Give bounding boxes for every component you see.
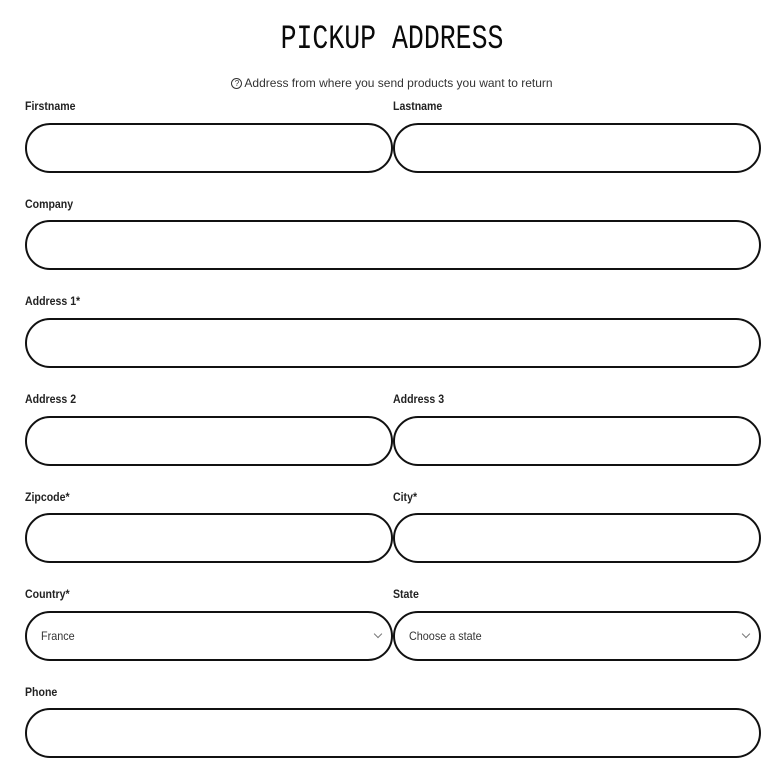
state-select[interactable] [393, 611, 761, 661]
city-label: City* [393, 490, 418, 504]
info-icon: ? [231, 78, 242, 89]
zipcode-field-wrapper [25, 513, 393, 563]
firstname-field-wrapper [25, 123, 393, 173]
country-select[interactable] [25, 611, 393, 661]
firstname-label: Firstname [25, 99, 76, 113]
state-label: State [393, 587, 419, 601]
company-label: Company [25, 197, 74, 211]
address1-label: Address 1* [25, 294, 81, 308]
address2-label: Address 2 [25, 392, 77, 406]
firstname-input[interactable] [27, 125, 391, 171]
phone-field-wrapper [25, 708, 761, 758]
chevron-down-icon [374, 630, 382, 638]
address2-input[interactable] [27, 418, 391, 464]
address1-input[interactable] [27, 320, 759, 366]
city-field-wrapper [393, 513, 761, 563]
address1-field-wrapper [25, 318, 761, 368]
country-selected-value: France [41, 629, 75, 643]
lastname-input[interactable] [395, 125, 759, 171]
lastname-field-wrapper [393, 123, 761, 173]
subtitle-text: Address from where you send products you want to return [244, 76, 553, 90]
zipcode-input[interactable] [27, 515, 391, 561]
phone-input[interactable] [27, 710, 759, 756]
lastname-label: Lastname [393, 99, 443, 113]
country-label: Country* [25, 587, 70, 601]
address3-label: Address 3 [393, 392, 445, 406]
phone-label: Phone [25, 685, 58, 699]
chevron-down-icon [742, 630, 750, 638]
company-input[interactable] [27, 222, 759, 268]
page-title: PICKUP ADDRESS [280, 21, 504, 59]
city-input[interactable] [395, 515, 759, 561]
address3-field-wrapper [393, 416, 761, 466]
address2-field-wrapper [25, 416, 393, 466]
state-selected-value: Choose a state [409, 629, 482, 643]
page-subtitle [0, 75, 784, 91]
company-field-wrapper [25, 220, 761, 270]
address3-input[interactable] [395, 418, 759, 464]
zipcode-label: Zipcode* [25, 490, 70, 504]
